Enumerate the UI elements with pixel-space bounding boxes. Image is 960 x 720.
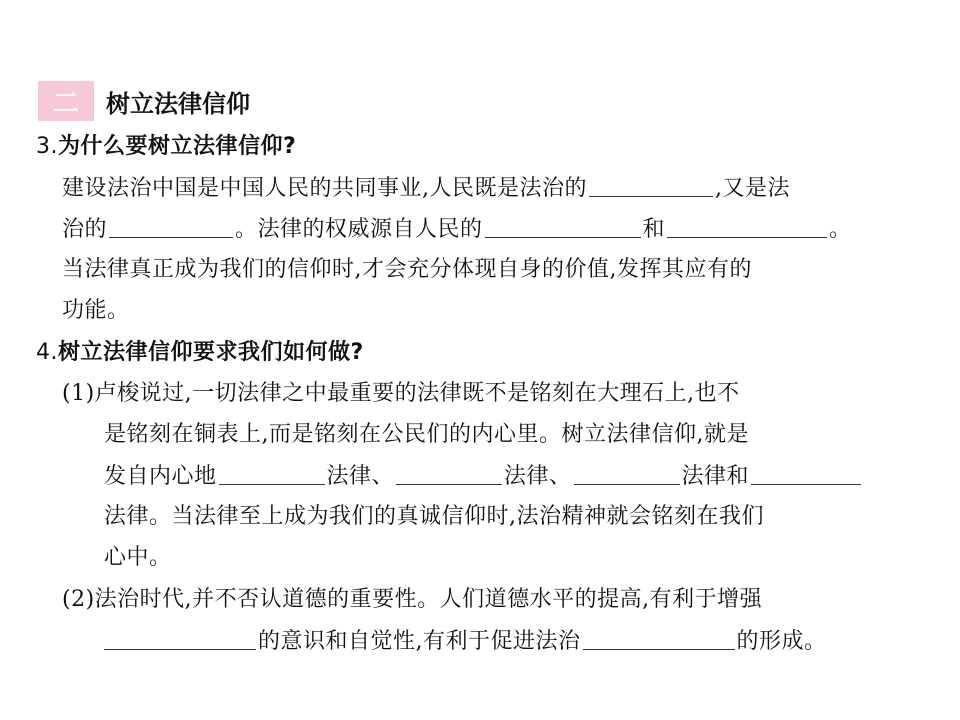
- q4-blank-2[interactable]: [396, 456, 502, 485]
- q4-p2-line-2-text-b: 的形成。: [736, 629, 827, 654]
- q3-line-4: 功能。: [62, 298, 130, 323]
- q3-line-1-text-b: ,又是法: [715, 176, 790, 201]
- q4-p1-line-3: [104, 456, 863, 496]
- q4-p1-line-2: 是铭刻在铜表上,而是铭刻在公民们的内心里。树立法律信仰,就是: [104, 422, 749, 447]
- q4-p1-line-3-text-d: 法律和: [681, 464, 750, 489]
- q3-line-2-text-a: 治的: [62, 217, 108, 242]
- q3-line-3: 当法律真正成为我们的信仰时,才会充分体现自身的价值,发挥其应有的: [62, 257, 752, 282]
- q4-p1-line-4: 法律。当法律至上成为我们的真诚信仰时,法治精神就会铭刻在我们: [104, 504, 764, 529]
- q3-blank-1[interactable]: [589, 168, 713, 197]
- question-4-text: 树立法律信仰要求我们如何做?: [58, 340, 364, 365]
- q3-line-2-text-d: 。: [829, 217, 852, 242]
- q4-blank-1[interactable]: [219, 456, 325, 485]
- question-3-number: 3.: [36, 134, 58, 159]
- q4-blank-3[interactable]: [574, 456, 680, 485]
- q3-line-2-text-b: 。法律的权威源自人民的: [235, 217, 483, 242]
- q4-p2-line-1: (2)法治时代,并不否认道德的重要性。人们道德水平的提高,有利于增强: [62, 587, 763, 612]
- q4-p1-line-5: 心中。: [104, 545, 172, 570]
- question-3-text: 为什么要树立法律信仰?: [58, 134, 297, 159]
- q3-line-2: [62, 209, 852, 249]
- section-title: 树立法律信仰: [106, 89, 250, 118]
- q4-blank-5[interactable]: [104, 621, 256, 650]
- q3-line-2-text-c: 和: [642, 217, 666, 242]
- question-3-title: [36, 127, 296, 167]
- q3-line-1-text-a: 建设法治中国是中国人民的共同事业,人民既是法治的: [62, 176, 587, 201]
- q3-blank-3[interactable]: [485, 209, 641, 238]
- section-header: [38, 80, 250, 122]
- q4-p1-line-3-text-a: 发自内心地: [104, 464, 217, 489]
- q4-p2-line-2-text-a: 的意识和自觉性,有利于促进法治: [258, 629, 581, 654]
- question-4-number: 4.: [36, 340, 58, 365]
- q3-line-1: [62, 168, 790, 208]
- q4-blank-6[interactable]: [583, 621, 735, 650]
- q3-blank-4[interactable]: [667, 209, 827, 238]
- q4-p2-line-2: [104, 621, 827, 661]
- q4-p1-line-1: (1)卢梭说过,一切法律之中最重要的法律既不是铭刻在大理石上,也不: [62, 381, 740, 406]
- q3-blank-2[interactable]: [109, 209, 233, 238]
- q4-p1-line-3-text-c: 法律、: [504, 464, 572, 489]
- question-4-title: [36, 333, 364, 373]
- section-number-badge: 二: [38, 81, 94, 121]
- q4-p1-line-3-text-b: 法律、: [326, 464, 395, 489]
- q4-blank-4[interactable]: [751, 456, 861, 485]
